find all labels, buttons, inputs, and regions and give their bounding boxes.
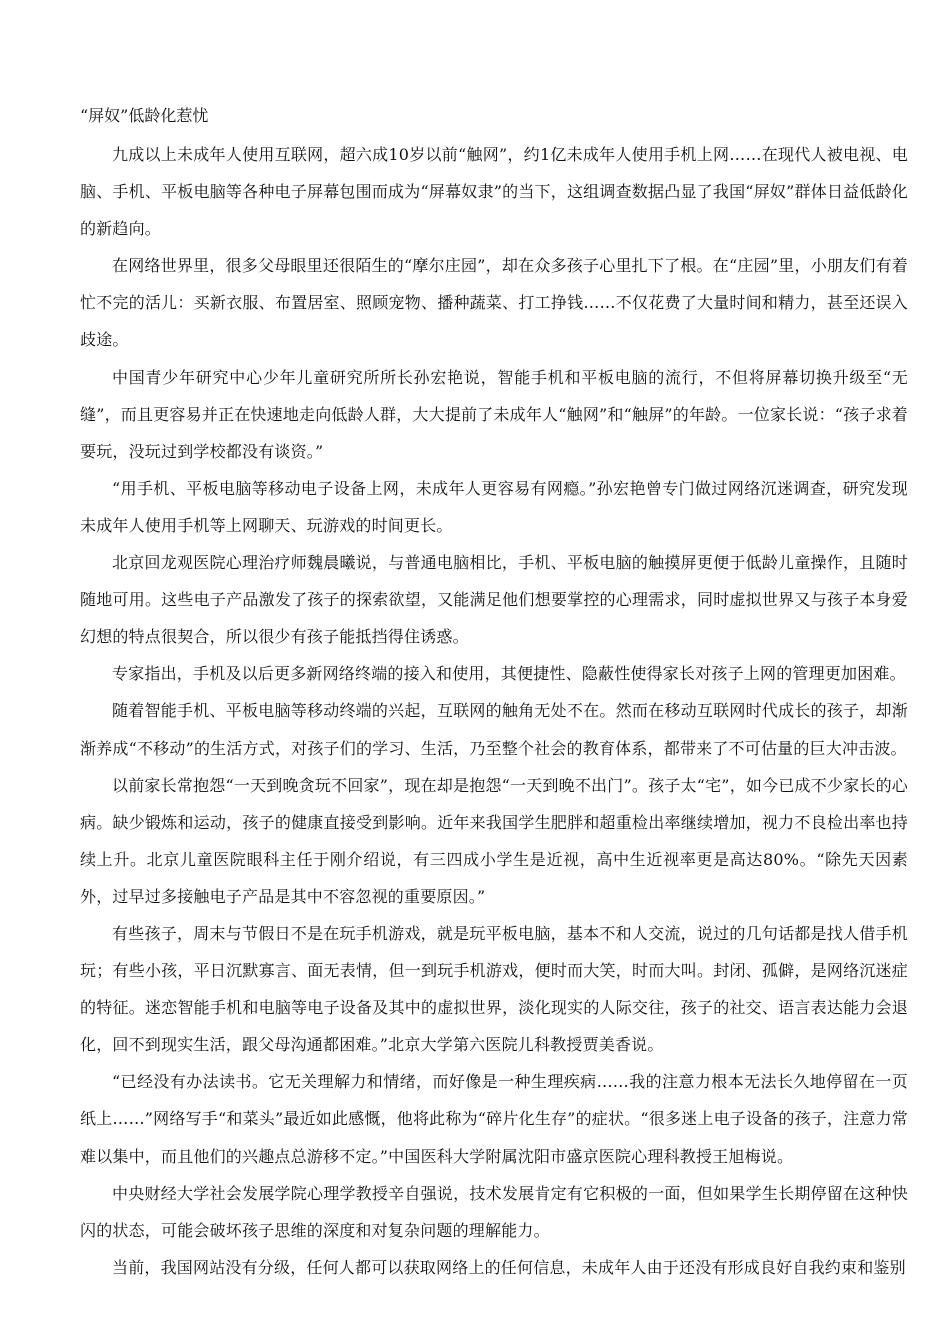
paragraph: “用手机、平板电脑等移动电子设备上网，未成年人更容易有网瘾。”孙宏艳曾专门做过网络沉迷调查，研究发现未成年人使用手机等上网聊天、玩游戏的时间更长。: [80, 478, 908, 535]
paragraph: 在网络世界里，很多父母眼里还很陌生的“摩尔庄园”，却在众多孩子心里扎下了根。在“庄园”里，小朋友们有着忙不完的活儿：买新衣服、布置居室、照顾宠物、播种蔬菜、打工挣钱……不仅花费了大量时间和精力，甚至还误入歧途。: [80, 256, 908, 350]
article-title: “屏奴”低龄化惹忧: [80, 106, 209, 125]
paragraph: “已经没有办法读书。它无关理解力和情绪，而好像是一种生理疾病……我的注意力根本无法长久地停留在一页纸上……”网络写手“和菜头”最近如此感慨，他将此称为“碎片化生存”的症状。“很多迷上电子设备的孩子，注意力常难以集中，而且他们的兴趣点总游移不定。”中国医科大学附属沈阳市盛京医院心理科教授王旭梅说。: [80, 1072, 908, 1166]
paragraph: 专家指出，手机及以后更多新网络终端的接入和使用，其便捷性、隐蔽性使得家长对孩子上网的管理更加困难。: [112, 664, 906, 684]
paragraph: 以前家长常抱怨“一天到晚贪玩不回家”，现在却是抱怨“一天到晚不出门”。孩子太“宅”，如今已成不少家长的心病。缺少锻炼和运动，孩子的健康直接受到影响。近年来我国学生肥胖和超重检出率继续增加，视力不良检出率也持续上升。北京儿童医院眼科主任于刚介绍说，有三四成小学生是近视，高中生近视率更是高达80%。“除先天因素外，过早过多接触电子产品是其中不容忽视的重要原因。”: [80, 775, 908, 906]
paragraph: 中央财经大学社会发展学院心理学教授辛自强说，技术发展肯定有它积极的一面，但如果学生长期停留在这种快闪的状态，可能会破坏孩子思维的深度和对复杂问题的理解能力。: [80, 1183, 908, 1240]
paragraph: 北京回龙观医院心理治疗师魏晨曦说，与普通电脑相比，手机、平板电脑的触摸屏更便于低龄儿童操作，且随时随地可用。这些电子产品激发了孩子的探索欲望，又能满足他们想要掌控的心理需求，同时虚拟世界又与孩子本身爱幻想的特点很契合，所以很少有孩子能抵挡得住诱惑。: [80, 553, 908, 647]
paragraph: 九成以上未成年人使用互联网，超六成10岁以前“触网”，约1亿未成年人使用手机上网……在现代人被电视、电脑、手机、平板电脑等各种电子屏幕包围而成为“屏幕奴隶”的当下，这组调查数据凸显了我国“屏奴”群体日益低龄化的新趋向。: [80, 145, 908, 239]
paragraph: 中国青少年研究中心少年儿童研究所所长孙宏艳说，智能手机和平板电脑的流行，不但将屏幕切换升级至“无缝”，而且更容易并正在快速地走向低龄人群，大大提前了未成年人“触网”和“触屏”的年龄。一位家长说：“孩子求着要玩，没玩过到学校都没有谈资。”: [80, 367, 908, 461]
paragraph: 有些孩子，周末与节假日不是在玩手机游戏，就是玩平板电脑，基本不和人交流，说过的几句话都是找人借手机玩；有些小孩，平日沉默寡言、面无表情，但一到玩手机游戏，便时而大笑，时而大叫。封闭、孤僻，是网络沉迷症的特征。迷恋智能手机和电脑等电子设备及其中的虚拟世界，淡化现实的人际交往，孩子的社交、语言表达能力会退化，回不到现实生活，跟父母沟通都困难。”北京大学第六医院儿科教授贾美香说。: [80, 923, 908, 1055]
paragraph: 当前，我国网站没有分级，任何人都可以获取网络上的任何信息，未成年人由于还没有形成良好自我约束和鉴别: [112, 1257, 906, 1277]
paragraph: 随着智能手机、平板电脑等移动终端的兴起，互联网的触角无处不在。然而在移动互联网时代成长的孩子，却渐渐养成“不移动”的生活方式，对孩子们的学习、生活，乃至整个社会的教育体系，都带来了不可估量的巨大冲击波。: [80, 701, 908, 758]
